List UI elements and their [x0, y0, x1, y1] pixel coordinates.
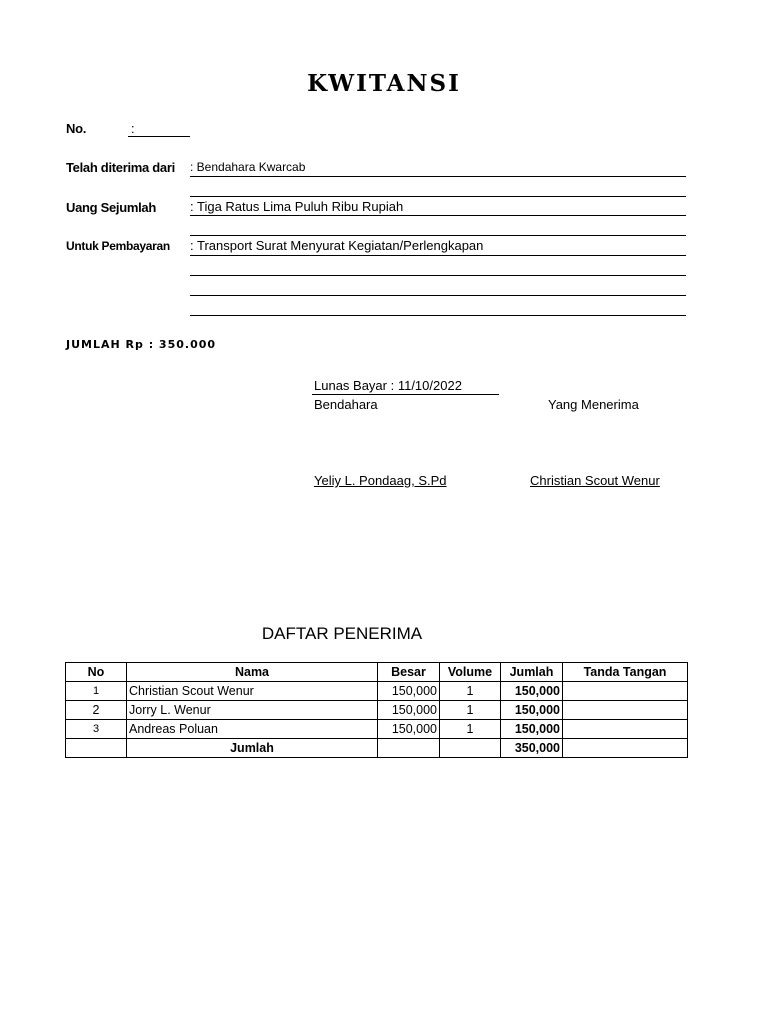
paid-date-underline	[312, 394, 499, 395]
row-jumlah: 150,000	[501, 682, 563, 701]
total-value: 350,000	[501, 739, 563, 758]
received-from-line-2	[190, 196, 686, 197]
daftar-title: DAFTAR PENERIMA	[261, 624, 423, 643]
no-label: No.	[66, 121, 87, 136]
header-jumlah: Jumlah	[501, 663, 563, 682]
row-no: 2	[66, 701, 127, 720]
table-row	[66, 701, 688, 720]
total-empty-no	[66, 739, 127, 758]
paid-date: Lunas Bayar : 11/10/2022	[314, 378, 462, 393]
row-volume: 1	[440, 720, 501, 739]
received-from-value: : Bendahara Kwarcab	[190, 160, 306, 174]
total-empty-volume	[440, 739, 501, 758]
document-title: KWITANSI	[307, 70, 461, 97]
purpose-line-1	[190, 255, 686, 256]
amount-value: : Tiga Ratus Lima Puluh Ribu Rupiah	[190, 199, 404, 214]
header-tanda-tangan: Tanda Tangan	[563, 663, 688, 682]
treasurer-name: Yeliy L. Pondaag, S.Pd	[314, 473, 447, 488]
row-volume: 1	[440, 701, 501, 720]
row-besar: 150,000	[378, 701, 440, 720]
total-amount: JUMLAH Rp : 350.000	[66, 338, 217, 351]
table-row	[66, 720, 688, 739]
table-row	[66, 682, 688, 701]
row-nama: Christian Scout Wenur	[127, 682, 378, 701]
header-nama: Nama	[127, 663, 378, 682]
row-besar: 150,000	[378, 720, 440, 739]
row-besar: 150,000	[378, 682, 440, 701]
recipient-name: Christian Scout Wenur	[530, 473, 660, 488]
header-volume: Volume	[440, 663, 501, 682]
row-jumlah: 150,000	[501, 701, 563, 720]
row-nama: Jorry L. Wenur	[127, 701, 378, 720]
amount-label: Uang Sejumlah	[66, 200, 157, 215]
purpose-line-3	[190, 295, 686, 296]
no-underline	[128, 136, 190, 137]
header-besar: Besar	[378, 663, 440, 682]
no-value: :	[131, 121, 135, 136]
purpose-label: Untuk Pembayaran	[66, 239, 170, 253]
row-tanda-tangan	[563, 720, 688, 739]
row-tanda-tangan	[563, 701, 688, 720]
recipient-table	[65, 662, 688, 758]
row-no: 3	[66, 720, 127, 739]
table-header-row	[66, 663, 688, 682]
purpose-line-4	[190, 315, 686, 316]
row-jumlah: 150,000	[501, 720, 563, 739]
header-no: No	[66, 663, 127, 682]
amount-line-2	[190, 235, 686, 236]
purpose-value: : Transport Surat Menyurat Kegiatan/Perlengkapan	[190, 238, 484, 253]
total-label: Jumlah	[127, 739, 378, 758]
row-tanda-tangan	[563, 682, 688, 701]
treasurer-role: Bendahara	[314, 397, 378, 412]
row-no: 1	[66, 682, 127, 701]
row-nama: Andreas Poluan	[127, 720, 378, 739]
row-volume: 1	[440, 682, 501, 701]
table-total-row	[66, 739, 688, 758]
purpose-line-2	[190, 275, 686, 276]
amount-line	[190, 215, 686, 216]
total-empty-besar	[378, 739, 440, 758]
total-empty-tanda	[563, 739, 688, 758]
received-from-line	[190, 176, 686, 177]
recipient-role: Yang Menerima	[548, 397, 639, 412]
received-from-label: Telah diterima dari	[66, 160, 175, 175]
